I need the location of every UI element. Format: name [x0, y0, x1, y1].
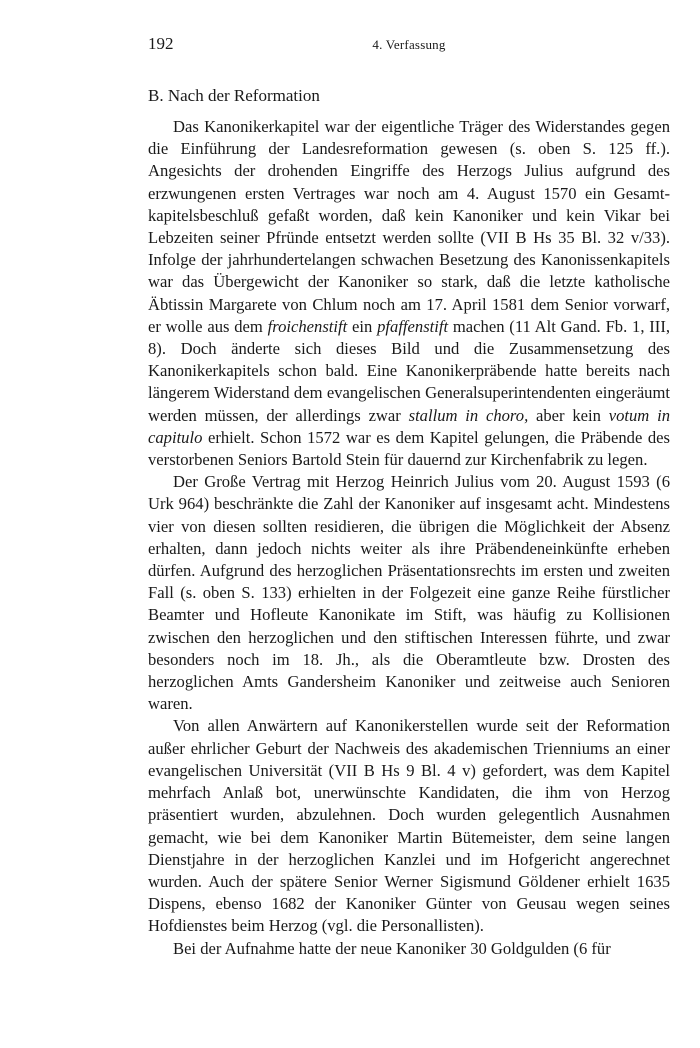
book-page — [148, 28, 670, 960]
italic-term: pfaffenstift — [377, 316, 449, 336]
body-text — [148, 116, 670, 960]
running-chapter-title: 4. Verfassung — [372, 37, 446, 52]
italic-term: votum in capitulo — [148, 405, 670, 447]
section-heading: B. Nach der Reformation — [148, 86, 320, 105]
paragraph: Von allen Anwärtern auf Kanonikerstellen wurde seit der Reformation außer ehrlicher Geburt der Nachweis des akademischen Trienniums an einer evangelischen Universität (VII B Hs 9 Bl. 4 v) gefordert, was dem Kapitel mehrfach Anlaß bot, unerwünschte Kandidaten, die ihm von Herzog präsentiert wurden, abzulehnen. Doch wurden gelegentlich Ausnahmen gemacht, wie bei dem Kanoniker Martin Bütemeister, dem seine langen Dienstjahre in der herzoglichen Kanzlei und im Hofgericht angerechnet wurden. Auch der spätere Senior Werner Sigismund Göldener erhielt 1635 Dispens, ebenso 1682 der Kanoniker Günter von Geusau wegen seines Hofdienstes beim Herzog (vgl. die Personallisten). — [148, 716, 670, 936]
paragraph: Der Große Vertrag mit Herzog Heinrich Julius vom 20. August 1593 (6 Urk 964) beschränkte die Zahl der Kanoniker auf insgesamt acht. Mindestens vier von diesen sollten residieren, die übrigen die Möglichkeit der Absenz erhalten, dann jedoch nichts weiter als ihre Präbendeneinkünfte erheben dürfen. Aufgrund des herzoglichen Präsentationsrechts im ersten und zweiten Fall (s. oben S. 133) erhielten in der Folgezeit eine ganze Reihe fürstlicher Beamter und Hofleute Kanonikate im Stift, was häufig zu Kollisionen zwischen den herzoglichen und den stiftischen Interessen führte, und zwar besonders noch im 18. Jh., als die Oberamtleute bzw. Drosten des herzoglichen Amts Gandersheim Kanoniker und zeitweise auch Senioren waren. — [148, 472, 670, 714]
running-header — [148, 28, 670, 52]
italic-term: stallum in choro, — [408, 405, 529, 425]
text-run: aber kein — [528, 405, 609, 425]
text-run: ein — [347, 316, 378, 336]
text-run: erhielt. Schon 1572 war es dem Kapitel gelungen, die Präbende des verstorbenen Seniors Bartold Stein für dauernd zur Kirchenfabrik zu legen. — [148, 427, 670, 470]
italic-term: froichenstift — [267, 316, 348, 336]
paragraph: Bei der Aufnahme hatte der neue Kanoniker 30 Goldgulden (6 für — [173, 938, 611, 958]
text-run: machen (11 Alt Gand. Fb. 1, III, 8). Doch änderte sich dieses Bild und die Zusammensetzung des Kanonikerkapitels schon bald. Eine Kanonikerpräbende hatte bereits nach längerem Widerstand dem evangelischen Generalsuperintendenten eingeräumt werden müssen, der allerdings zwar — [148, 316, 670, 425]
text-run: Das Kanonikerkapitel war der eigentliche Träger des Widerstandes gegen die Einführung der Landesreformation gewesen (s. oben S. 125 ff.). Angesichts der drohenden Eingriffe des Herzogs Julius aufgrund des erzwungenen ersten Vertrages war noch am 4. August 1570 ein Gesamtkapitelsbeschluß gefaßt worden, daß kein Kanoniker und kein Vikar bei Lebzeiten seiner Pfründe entsetzt werden sollte (VII B Hs 35 Bl. 32 v/33). Infolge der jahrhundertelangen schwachen Besetzung des Kanonissenkapitels war das Übergewicht der Kanoniker so stark, daß die letzte katholische Äbtissin Margarete von Chlum noch am 17. April 1581 dem Senior vorwarf, er wolle aus dem — [148, 117, 670, 336]
paragraph — [148, 116, 670, 471]
page-number: 192 — [148, 34, 174, 53]
